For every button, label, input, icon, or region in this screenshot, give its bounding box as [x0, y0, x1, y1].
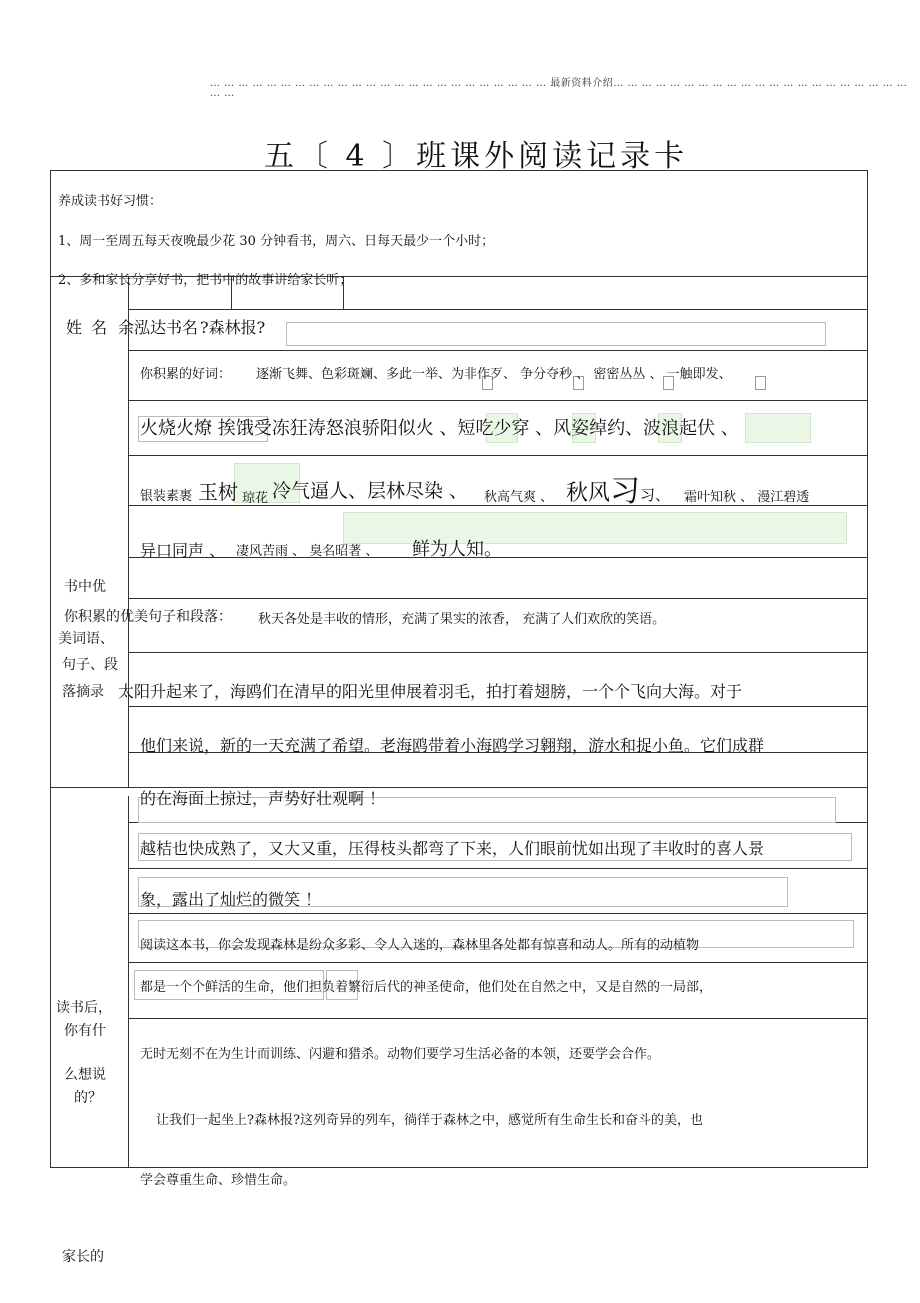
row-divider [128, 598, 868, 599]
words-item: 鲜为人知。 [412, 539, 502, 560]
excerpt-section-label: 句子、段 [62, 657, 118, 673]
words-item: 霜叶知秋 、 漫江碧透 [684, 490, 810, 505]
paragraph-2-line-1: 越桔也快成熟了，又大又重，压得枝头都弯了下来，人们眼前忧如出现了丰收时的喜人景 [140, 839, 765, 858]
row-divider [128, 455, 868, 456]
book-title: ?森林报? [200, 318, 266, 337]
excerpt-section-label: 美词语、 [58, 631, 114, 647]
excerpt-section-label: 书中优 [64, 579, 106, 595]
words-line-2: 火烧火燎 挨饿受冻狂涛怒浪骄阳似火 、短吃少穿 、风姿绰约、波浪起伏 、 [140, 418, 739, 439]
thoughts-line-1: 阅读这本书，你会发现森林是纷众多彩、令人入迷的，森林里各处都有惊喜和动人。所有的动植物 [140, 938, 700, 953]
habit-rule-2: 2、多和家长分享好书，把书中的故事讲给家长听； [58, 273, 353, 288]
page-title: 五〔 4 〕班课外阅读记录卡 [264, 139, 689, 174]
input-box-artifact [286, 322, 826, 346]
student-name: 余泓达 [118, 318, 167, 337]
sentence-1: 秋天各处是丰收的情形，充满了果实的浓香， 充满了人们欢欣的笑语。 [258, 612, 666, 627]
words-line-1: 逐渐飞舞、色彩斑斓、多此一举、为非作歹、 争分夺秒 、 密密丛丛 、 一触即发、 [256, 367, 732, 382]
highlight-artifact [745, 413, 811, 443]
thoughts-label: 的？ [74, 1090, 102, 1106]
words-intro: 你积累的好词： [140, 367, 232, 382]
table-border-top [50, 170, 868, 171]
page-header-line: … … … … … … … … … … … … … … … … … … … … … … … … 最新资料介绍… … … … … … … … … … … … … … … … … … … … … [210, 78, 908, 89]
column-divider [128, 796, 129, 1168]
words-item: 冷气逼人、层林尽染 、 [272, 480, 469, 502]
words-item: 秋风 [566, 481, 611, 506]
excerpt-section-label: 落摘录 [62, 684, 104, 700]
table-border-left [50, 170, 51, 1168]
parent-comment-label: 家长的 [62, 1249, 104, 1265]
words-item: 银装素裹 [140, 489, 193, 504]
row-divider [128, 868, 868, 869]
row-divider [128, 962, 868, 963]
paragraph-1-line-3: 的在海面上掠过，声势好壮观啊 ！ [140, 789, 386, 808]
thoughts-line-2: 都是一个个鲜活的生命，他们担负着繁衍后代的神圣使命，他们处在自然之中，又是自然的一局部， [140, 980, 713, 995]
thoughts-line-4: 让我们一起坐上?森林报?这列奇异的列车，徜徉于森林之中，感觉所有生命生长和奋斗的美，也 [156, 1113, 703, 1128]
page-header-line-2: … … [210, 88, 235, 99]
row-divider [128, 1018, 868, 1019]
book-label: 书名 [166, 318, 199, 337]
thoughts-line-5: 学会尊重生命、珍惜生命。 [140, 1173, 297, 1188]
thoughts-label: 么想说 [64, 1067, 106, 1083]
row-divider [128, 350, 868, 351]
thoughts-line-3: 无时无刻不在为生计而训练、闪避和猎杀。动物们要学习生活必备的本领，还要学会合作。 [140, 1047, 661, 1062]
words-item: 习、 [640, 486, 671, 504]
sentences-intro: 你积累的优美句子和段落： [64, 609, 232, 625]
habits-heading: 养成读书好习惯： [58, 194, 163, 209]
checkbox-artifact [755, 376, 766, 390]
paragraph-1-line-1: 太阳升起来了，海鸥们在清早的阳光里伸展着羽毛，拍打着翅膀，一个个飞向大海。对于 [118, 682, 743, 701]
thoughts-label: 你有什 [64, 1023, 106, 1039]
row-divider [128, 309, 868, 310]
name-label: 姓 名 [66, 318, 110, 337]
row-divider [128, 400, 868, 401]
words-item-large: 习 [610, 474, 640, 509]
habit-rule-1: 1、周一至周五每天夜晚最少花 30 分钟看书，周六、日每天最少一个小时； [58, 234, 495, 249]
thoughts-label: 读书后， [56, 1000, 112, 1016]
words-item: 玉树 [198, 480, 238, 504]
row-divider [128, 652, 868, 653]
paragraph-1-line-2: 他们来说，新的一天充满了希望。老海鸥带着小海鸥学习翱翔，游水和捉小鱼。它们成群 [140, 736, 765, 755]
row-divider [128, 505, 868, 506]
row-divider [128, 913, 868, 914]
words-item: 秋高气爽 、 [484, 490, 554, 505]
column-divider [128, 309, 129, 787]
table-border-bottom [50, 1167, 868, 1168]
words-item: 异口同声 、 [140, 541, 226, 560]
paragraph-2-line-2: 象，露出了灿烂的微笑 ！ [140, 890, 322, 909]
row-divider [128, 706, 868, 707]
words-item: 凄风苦雨 、 臭名昭著 、 [236, 544, 379, 559]
words-item: 琼花 [242, 491, 269, 506]
